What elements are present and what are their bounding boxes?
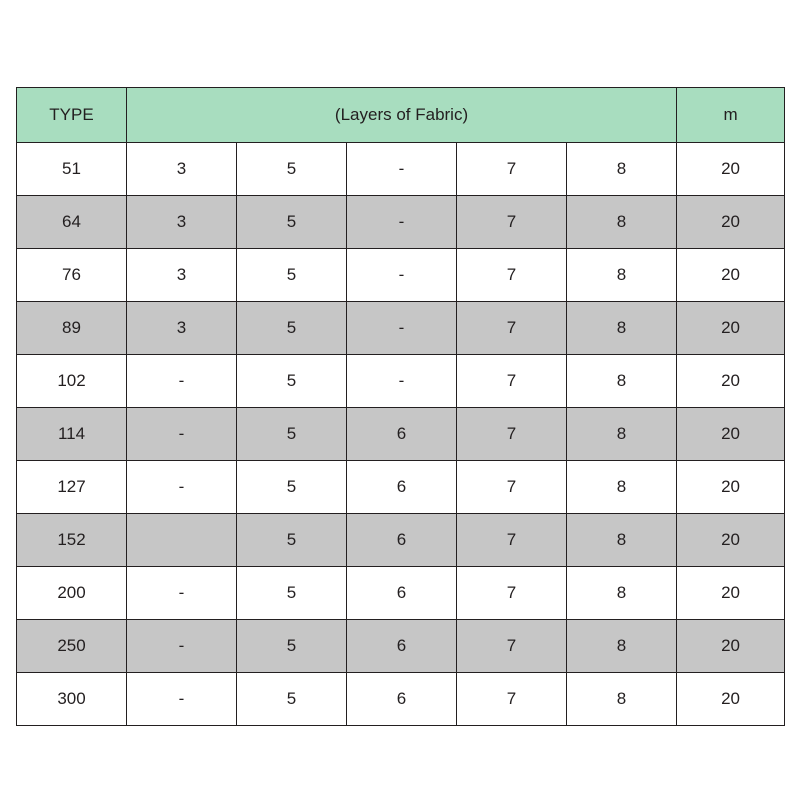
cell-m: 20 — [677, 196, 785, 249]
cell-layer-3: 6 — [347, 567, 457, 620]
cell-layer-3: - — [347, 196, 457, 249]
cell-layer-3: 6 — [347, 620, 457, 673]
cell-layer-4: 7 — [457, 196, 567, 249]
cell-layer-2: 5 — [237, 620, 347, 673]
cell-m: 20 — [677, 567, 785, 620]
table-row — [17, 302, 785, 355]
cell-type: 114 — [17, 408, 127, 461]
cell-layer-1: - — [127, 620, 237, 673]
cell-layer-3: - — [347, 302, 457, 355]
cell-layer-5: 8 — [567, 461, 677, 514]
cell-layer-5: 8 — [567, 302, 677, 355]
cell-layer-5: 8 — [567, 620, 677, 673]
cell-layer-2: 5 — [237, 302, 347, 355]
cell-m: 20 — [677, 302, 785, 355]
cell-m: 20 — [677, 620, 785, 673]
cell-type: 76 — [17, 249, 127, 302]
cell-layer-1: - — [127, 567, 237, 620]
cell-layer-1: 3 — [127, 302, 237, 355]
cell-layer-5: 8 — [567, 249, 677, 302]
table-row — [17, 143, 785, 196]
cell-layer-4: 7 — [457, 461, 567, 514]
table-row — [17, 249, 785, 302]
cell-type: 250 — [17, 620, 127, 673]
cell-layer-3: - — [347, 355, 457, 408]
cell-layer-2: 5 — [237, 514, 347, 567]
cell-layer-3: 6 — [347, 514, 457, 567]
cell-layer-2: 5 — [237, 673, 347, 726]
cell-layer-4: 7 — [457, 355, 567, 408]
fabric-layers-table-container — [16, 87, 784, 726]
cell-layer-2: 5 — [237, 143, 347, 196]
cell-layer-1: - — [127, 673, 237, 726]
cell-type: 300 — [17, 673, 127, 726]
cell-type: 89 — [17, 302, 127, 355]
cell-m: 20 — [677, 355, 785, 408]
cell-layer-1: 3 — [127, 143, 237, 196]
cell-layer-3: - — [347, 249, 457, 302]
cell-layer-3: 6 — [347, 408, 457, 461]
table-row — [17, 514, 785, 567]
cell-layer-5: 8 — [567, 143, 677, 196]
cell-layer-1: - — [127, 355, 237, 408]
cell-m: 20 — [677, 461, 785, 514]
cell-layer-2: 5 — [237, 355, 347, 408]
cell-layer-2: 5 — [237, 408, 347, 461]
cell-layer-4: 7 — [457, 143, 567, 196]
cell-layer-4: 7 — [457, 673, 567, 726]
cell-type: 64 — [17, 196, 127, 249]
cell-type: 127 — [17, 461, 127, 514]
cell-layer-1: - — [127, 461, 237, 514]
cell-layer-2: 5 — [237, 196, 347, 249]
cell-layer-4: 7 — [457, 302, 567, 355]
cell-layer-2: 5 — [237, 249, 347, 302]
cell-m: 20 — [677, 249, 785, 302]
table-row — [17, 408, 785, 461]
cell-m: 20 — [677, 514, 785, 567]
cell-type: 102 — [17, 355, 127, 408]
cell-layer-4: 7 — [457, 249, 567, 302]
table-row — [17, 196, 785, 249]
cell-layer-5: 8 — [567, 355, 677, 408]
cell-layer-4: 7 — [457, 567, 567, 620]
cell-m: 20 — [677, 673, 785, 726]
table-header — [17, 88, 785, 143]
cell-layer-3: - — [347, 143, 457, 196]
cell-type: 152 — [17, 514, 127, 567]
table-row — [17, 461, 785, 514]
cell-layer-1 — [127, 514, 237, 567]
cell-layer-4: 7 — [457, 408, 567, 461]
cell-layer-2: 5 — [237, 461, 347, 514]
cell-layer-5: 8 — [567, 514, 677, 567]
cell-layer-5: 8 — [567, 567, 677, 620]
fabric-layers-table — [16, 87, 785, 726]
table-row — [17, 567, 785, 620]
table-row — [17, 620, 785, 673]
table-body — [17, 143, 785, 726]
cell-layer-3: 6 — [347, 673, 457, 726]
cell-layer-1: 3 — [127, 196, 237, 249]
table-row — [17, 673, 785, 726]
header-layers-of-fabric: (Layers of Fabric) — [127, 88, 677, 143]
cell-layer-4: 7 — [457, 514, 567, 567]
cell-type: 51 — [17, 143, 127, 196]
table-row — [17, 355, 785, 408]
cell-layer-5: 8 — [567, 673, 677, 726]
header-unit-m: m — [677, 88, 785, 143]
cell-layer-5: 8 — [567, 196, 677, 249]
cell-layer-3: 6 — [347, 461, 457, 514]
cell-m: 20 — [677, 143, 785, 196]
cell-m: 20 — [677, 408, 785, 461]
cell-layer-4: 7 — [457, 620, 567, 673]
cell-layer-5: 8 — [567, 408, 677, 461]
cell-type: 200 — [17, 567, 127, 620]
cell-layer-1: - — [127, 408, 237, 461]
header-row — [17, 88, 785, 143]
header-type: TYPE — [17, 88, 127, 143]
cell-layer-2: 5 — [237, 567, 347, 620]
cell-layer-1: 3 — [127, 249, 237, 302]
